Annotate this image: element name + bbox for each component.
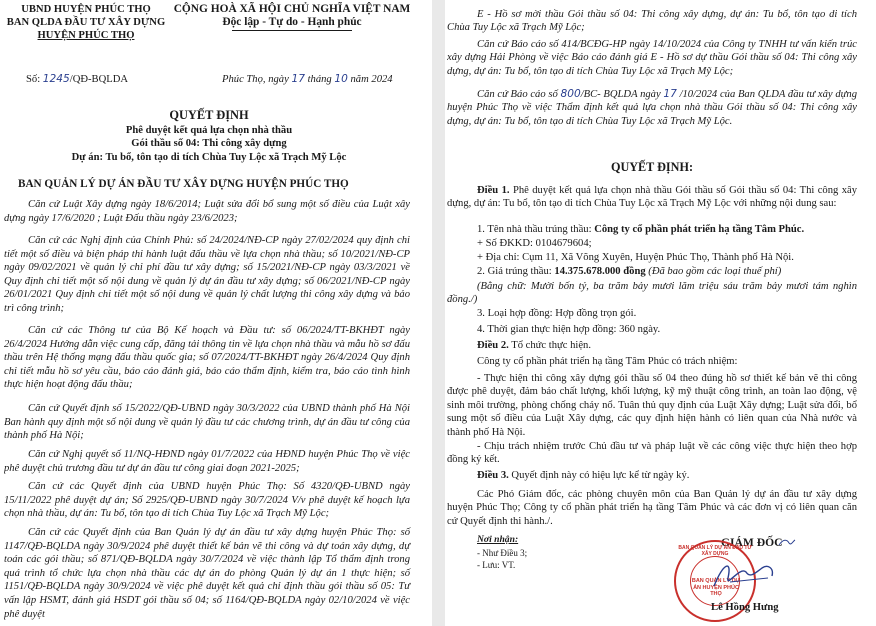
contract-duration: 4. Thời gian thực hiện hợp đồng: 360 ngày. — [477, 324, 661, 335]
agency-line-1: UBND HUYỆN PHÚC THỌ — [21, 4, 151, 15]
basis-decrees: Căn cứ các Nghị định của Chính Phủ: số 24/2024/NĐ-CP ngày 27/02/2024 quy định chi tiết một số điều và biện pháp thi hành luật đấu thầu về lựa chọn nhà thầu; số 10/2021/NĐ-CP ngày 09/02/2021 về quản lý chi phí đầu tư xây dựng; số 15/2021/NĐ-CP ngày 03/3/2021 về Quy định chi tiết một số nội dung về quản lý dự án đầu tư xây dựng; số 06/2021/NĐ-CP ngày 26/01/2021 Quy định chi tiết một số nội dung về quản lý chất lượng thi công xây dựng và bảo trì công trình; — [4, 235, 410, 314]
national-header — [172, 3, 412, 31]
appraisal-day-handwritten: 17 — [663, 88, 677, 100]
article-1-text: Phê duyệt kết quả lựa chọn nhà thầu Gói thầu số Gói thầu số 04: Thi công xây dựng, dự án: Tu bổ, tôn tạo di tích Chùa Tuy Lộc xã Trạch Mỹ Lộc với những nội dung sau: — [447, 185, 858, 210]
seal-center-text: BAN QUẢN LÝ DỰ ÁN HUYỆN PHÚC THỌ — [691, 578, 741, 597]
date-month-handwritten: 10 — [334, 73, 348, 85]
decision-heading: QUYẾT ĐỊNH: — [610, 160, 694, 174]
basis-district-decisions: Căn cứ các Quyết định của UBND huyện Phúc Thọ: Số 4320/QĐ-UBND ngày 15/11/2022 phê duyệt dự án; Số 2925/QĐ-UBND ngày 30/7/2024 V/v phê duyệt kế hoạch lựa chọn nhà thầu, dự án: Tu bổ, tôn tạo di tích Chùa Tuy Lộc xã Trạch Mỹ Lộc; — [4, 481, 410, 520]
document-title: QUYẾT ĐỊNH — [169, 108, 249, 122]
basis-law: Căn cứ Luật Xây dựng ngày 18/6/2014; Luật sửa đổi bổ sung một số điều của Luật xây dựng ngày 17/6/2020 ; Luật Đấu thầu ngày 23/6/2023; — [4, 199, 410, 224]
recipient-2: - Lưu: VT. — [477, 560, 516, 570]
doc-number-prefix: Số: — [26, 74, 43, 85]
date-suffix: năm 2024 — [347, 74, 393, 85]
appraisal-text-a: Căn cứ Báo cáo số — [477, 89, 561, 100]
bidder-registration: + Số ĐKKD: 0104679604; — [477, 238, 592, 249]
contractor-duty-1: - Thực hiện thi công xây dựng gói thầu số 04 theo đúng hồ sơ thiết kế bản vẽ thi công được phê duyệt, đảm bảo chất lượng, khối lượng, kỹ mỹ thuật công trình, an toàn lao động, vệ sinh môi trường, phòng chống cháy nổ. Tuân thủ quy định của Luật Xây dựng; Luật sửa đổi, bổ sung một số điều của Luật Xây dựng, các quy định hiện hành có liên quan của Nhà nước và thành phố Hà Nội. — [447, 373, 857, 438]
appraisal-number-handwritten: 800 — [560, 88, 581, 100]
article-3-label: Điều 3. — [477, 470, 509, 481]
article-2-label: Điều 2. — [477, 340, 509, 351]
seal-rim-text: BAN QUẢN LÝ DỰ ÁN ĐẦU TƯ XÂY DỰNG — [678, 545, 752, 557]
issuing-authority: BAN QUẢN LÝ DỰ ÁN ĐẦU TƯ XÂY DỰNG HUYỆN PHÚC THỌ — [18, 178, 349, 190]
document-subject — [4, 124, 414, 164]
handwritten-signature — [710, 556, 780, 596]
agency-line-3: HUYỆN PHÚC THỌ — [37, 30, 135, 41]
contractor-duties-intro: Công ty cổ phần phát triển hạ tầng Tâm Phúc có trách nhiệm: — [477, 356, 738, 367]
bidder-address: + Địa chỉ: Cụm 11, Xã Võng Xuyên, Huyện Phúc Thọ, Thành phố Hà Nội. — [477, 252, 794, 263]
basis-circulars: Căn cứ các Thông tư của Bộ Kế hoạch và Đầu tư: số 06/2024/TT-BKHĐT ngày 26/4/2024 Hướng dẫn việc cung cấp, đăng tải thông tin về lựa chọn nhà thầu và mẫu hồ sơ đấu thầu trên Hệ thống mạng đấu thầu quốc gia; số 07/2024/TT-BKHĐT ngày 26/4/2024 Quy định chi tiết mẫu hồ sơ yêu cầu, báo cáo đánh giá, báo cáo thẩm định, kiểm tra, báo cáo tình hình thực hiện hoạt động đấu thầu; — [4, 325, 410, 391]
winning-bidder-label: 1. Tên nhà thầu trúng thầu: — [477, 224, 595, 235]
contract-price-label: 2. Giá trúng thầu: — [477, 266, 555, 277]
signer-name: Lê Hồng Hưng — [711, 602, 779, 613]
article-3-execution: Các Phó Giám đốc, các phòng chuyên môn của Ban Quản lý dự án đầu tư xây dựng huyện Phúc Thọ; Công ty cổ phần phát triển hạ tầng Tâm Phúc và các đơn vị có liên quan căn cứ Quyết định thi hành./. — [447, 489, 857, 527]
date-prefix: Phúc Thọ, ngày — [222, 74, 292, 85]
doc-number-handwritten: 1245 — [42, 73, 70, 85]
basis-hanoi-decision: Căn cứ Quyết định số 15/2022/QĐ-UBND ngày 30/3/2022 của UBND thành phố Hà Nội Ban hành quy định một số nội dung về quản lý đầu tư các chương trình, dự án đầu tư công của thành phố Hà Nội; — [4, 403, 410, 442]
page-gap — [432, 0, 445, 626]
contract-price-value: 14.375.678.000 đồng — [554, 266, 646, 277]
date-day-handwritten: 17 — [291, 73, 305, 85]
article-1-label: Điều 1. — [477, 185, 510, 196]
article-3 — [477, 470, 689, 481]
doc-number — [26, 73, 128, 85]
continued-basis: E - Hồ sơ mời thầu Gói thầu số 04: Thi công xây dựng, dự án: Tu bổ, tôn tạo di tích Chùa Tuy Lộc xã Trạch Mỹ Lộc; — [447, 9, 857, 34]
recipients-heading: Nơi nhận: — [477, 534, 519, 545]
agency-header — [6, 3, 166, 42]
subject-line-3: Dự án: Tu bổ, tôn tạo di tích Chùa Tuy Lộc xã Trạch Mỹ Lộc — [71, 151, 347, 163]
basis-resolution: Căn cứ Nghị quyết số 11/NQ-HĐND ngày 01/7/2022 của HĐND huyện Phúc Thọ về việc phê duyệt chủ trương đầu tư dự án đầu tư công giai đoạn 2021-2025; — [4, 449, 410, 474]
nation-line-1: CỘNG HOÀ XÃ HỘI CHỦ NGHĨA VIỆT NAM — [173, 3, 411, 15]
basis-appraisal-report — [447, 88, 857, 128]
basis-evaluation-report: Căn cứ Báo cáo số 414/BCĐG-HP ngày 14/10/2024 của Công ty TNHH tư vấn kiến trúc xây dựng Hải Phòng về việc Báo cáo đánh giá E - Hồ sơ dự thầu Gói thầu số 04: Thi công xây dựng, dự án: Tu bổ, tôn tạo di tích Chùa Tuy Lộc xã Trạch Mỹ Lộc; — [447, 39, 857, 77]
appraisal-text-c: /10/2024 của Ban QLDA đầu tư xây dựng huyện Phúc Thọ về việc Thẩm định kết quả lựa chọn nhà thầu Gói thầu số 04: Thi công xây dựng, dự án: Tu bổ, tôn tạo di tích Chùa Tuy Lộc xã Trạch Mỹ Lộc. — [447, 89, 857, 127]
page-two — [447, 0, 872, 626]
initial-mark — [777, 537, 797, 547]
article-2-text: Tổ chức thực hiện. — [508, 340, 591, 351]
contractor-duty-2: - Chịu trách nhiệm trước Chủ đầu tư và pháp luật về các công việc thực hiện theo hợp đồng ký kết. — [447, 441, 857, 466]
contract-type: 3. Loại hợp đồng: Hợp đồng trọn gói. — [477, 308, 637, 319]
appraisal-text-b: /BC- BQLDA ngày — [580, 89, 664, 100]
subject-line-2: Gói thầu số 04: Thi công xây dựng — [131, 138, 287, 150]
basis-board-decisions: Căn cứ các Quyết định của Ban Quản lý dự án đầu tư xây dựng huyện Phúc Thọ: số 1147/QĐ-BQLDA ngày 30/9/2024 phê duyệt thiết kế bản vẽ thi công và dự toán xây dựng, dự toán các gói thầu; số 871/QĐ-BQLDA ngày 30/7/2024 về việc thành lập Tổ thẩm định trong quá trình tổ chức lựa chọn nhà thầu các dự án do phòng Quản lý dự án 1 thực hiện; số 1151/QĐ-BQLDA ngày 30/9/2024 về việc phê duyệt kết quả chỉ định thầu gói thầu số 05: Tư vấn lập HSMT, đánh giá HSDT gói thầu số 04; số 1164/QĐ-BQLDA ngày 02/10/2024 về việc phê duyệt — [4, 527, 410, 620]
article-2 — [477, 340, 591, 351]
director-title: GIÁM ĐỐC — [721, 536, 783, 549]
recipient-1: - Như Điều 3; — [477, 548, 528, 558]
issue-date — [222, 73, 393, 85]
subject-line-1: Phê duyệt kết quả lựa chọn nhà thầu — [125, 125, 293, 136]
nation-line-2: Độc lập - Tự do - Hạnh phúc — [222, 16, 362, 28]
motto-underline — [232, 30, 352, 31]
contract-price-note: (Đã bao gồm các loại thuế phí) — [645, 266, 782, 277]
article-3-text: Quyết định này có hiệu lực kể từ ngày ký. — [508, 470, 690, 481]
doc-number-suffix: /QĐ-BQLDA — [69, 74, 129, 85]
agency-line-2: BAN QLDA ĐẦU TƯ XÂY DỰNG — [6, 17, 166, 28]
winning-bidder — [477, 224, 804, 235]
page-one — [4, 0, 430, 626]
article-1 — [447, 184, 857, 211]
contract-price-words: (Bằng chữ: Mười bốn tỷ, ba trăm bảy mươi lăm triệu sáu trăm bảy mươi tám nghìn đồng./) — [447, 281, 857, 306]
contract-price — [477, 266, 781, 277]
date-mid: tháng — [304, 74, 335, 85]
winning-bidder-name: Công ty cổ phần phát triển hạ tầng Tâm Phúc. — [594, 224, 805, 235]
